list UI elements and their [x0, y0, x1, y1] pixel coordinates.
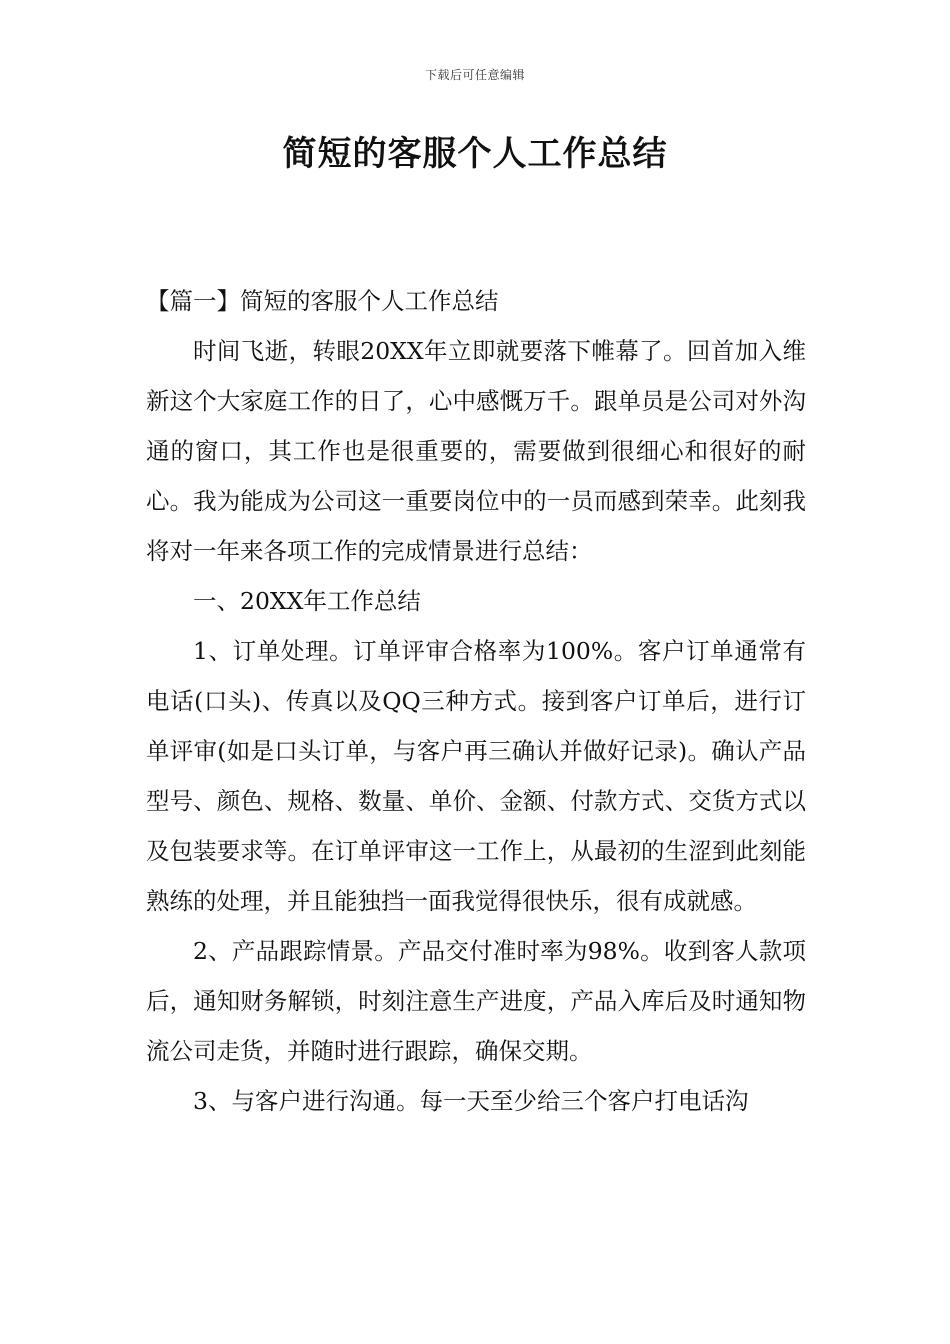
paragraph-intro: 时间飞逝，转眼20XX年立即就要落下帷幕了。回首加入维新这个大家庭工作的日了，心中感慨万千。跟单员是公司对外沟通的窗口，其工作也是很重要的，需要做到很细心和很好的耐心。我为能成为公司这一重要岗位中的一员而感到荣幸。此刻我将对一年来各项工作的完成情景进行总结： — [146, 337, 806, 565]
section-heading: 【篇一】简短的客服个人工作总结 — [146, 287, 499, 315]
paragraph-customer-communication: 3、与客户进行沟通。每一天至少给三个客户打电话沟 — [193, 1087, 749, 1115]
document-body — [146, 276, 806, 1126]
document-title: 简短的客服个人工作总结 — [282, 134, 668, 174]
paragraph-product-tracking: 2、产品跟踪情景。产品交付准时率为98%。收到客人款项后，通知财务解锁，时刻注意生产进度，产品入库后及时通知物流公司走货，并随时进行跟踪，确保交期。 — [146, 937, 806, 1065]
header-note: 下载后可任意编辑 — [424, 68, 525, 82]
paragraph-order-processing: 1、订单处理。订单评审合格率为100%。客户订单通常有电话(口头)、传真以及QQ三种方式。接到客户订单后，进行订单评审(如是口头订单，与客户再三确认并做好记录)。确认产品型号、颜色、规格、数量、单价、金额、付款方式、交货方式以及包装要求等。在订单评审这一工作上，从最初的生涩到此刻能熟练的处理，并且能独挡一面我觉得很快乐，很有成就感。 — [146, 637, 806, 915]
paragraph-subheading: 一、20XX年工作总结 — [193, 587, 421, 615]
